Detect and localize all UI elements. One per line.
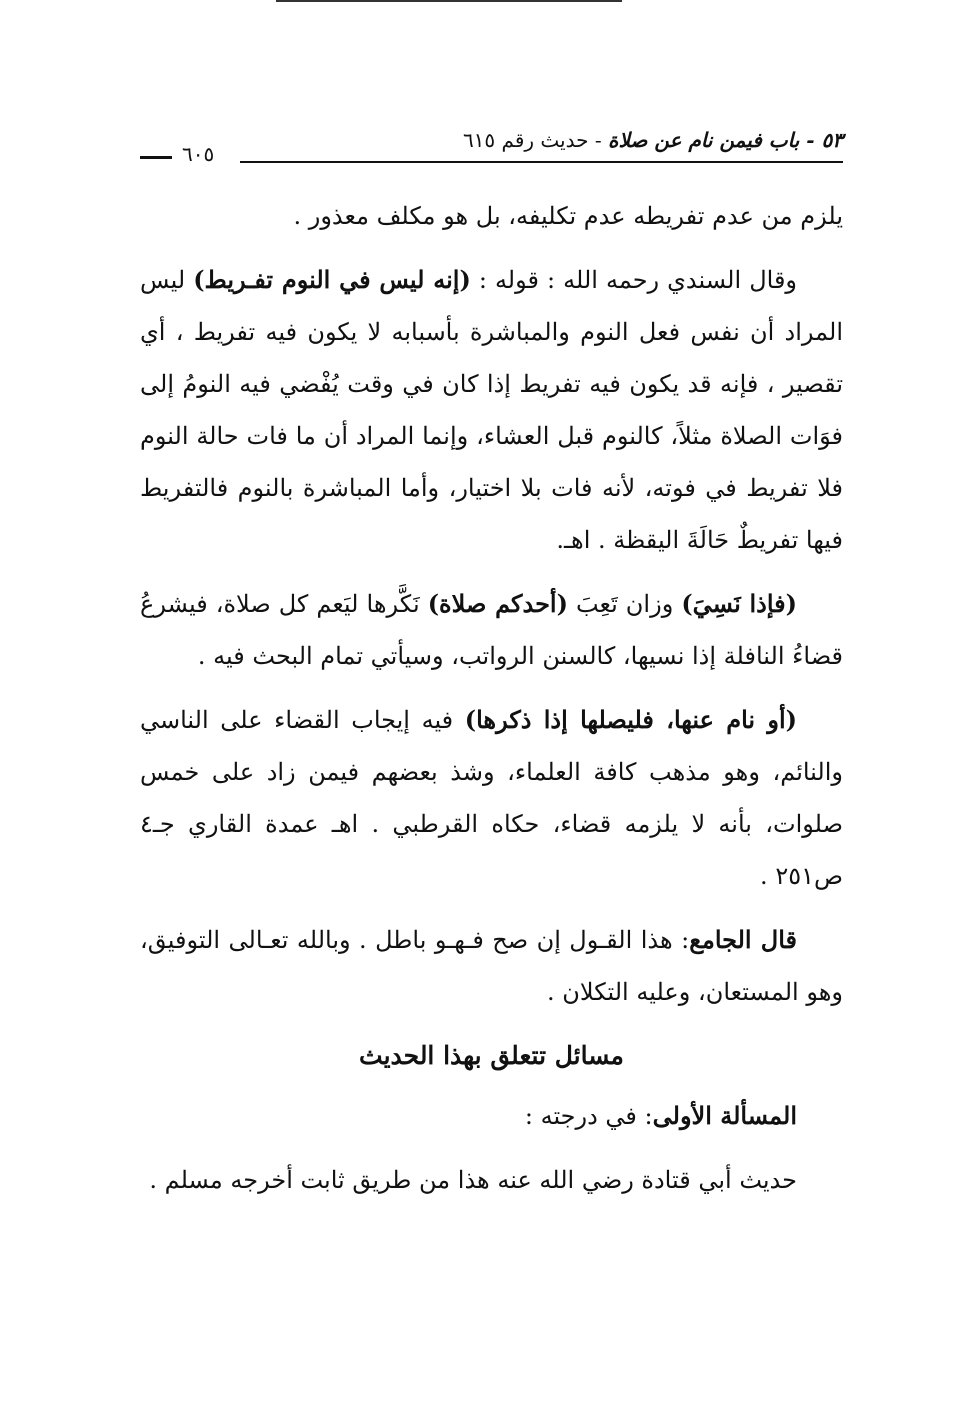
top-rule bbox=[276, 0, 622, 2]
quoted-hadith-text: (أو نام عنها، فليصلها إذا ذكرها) bbox=[464, 705, 797, 734]
text-segment: نَكَّرها ليَعم كل صلاة، فيشرعُ قضاءُ النافلة إذا نسيها، كالسنن الرواتب، وسيأتي تمام البحث فيه . bbox=[140, 590, 843, 670]
quoted-hadith-text: (أحدكم صلاة) bbox=[427, 589, 568, 618]
quoted-hadith-text: (فإذا نَسِيَ) bbox=[681, 589, 798, 618]
text-segment: يلزم من عدم تفريطه عدم تكليفه، بل هو مكلف معذور . bbox=[293, 202, 843, 230]
issue-text: : في درجته : bbox=[524, 1102, 653, 1130]
page-body bbox=[140, 190, 843, 1218]
issue-label: المسألة الأولى bbox=[652, 1101, 797, 1130]
author-label: قال الجامع bbox=[689, 925, 797, 954]
page-number: ٦٠٥ bbox=[182, 142, 215, 166]
page-header bbox=[140, 128, 843, 166]
text-segment: ليس المراد أن نفس فعل النوم والمباشرة بأسبابه لا يكون فيه تفريط ، أي تقصير ، فإنه قد يكون فيه تفريط إذا كان في وقت يُفْضي فيه النومُ إلى فوَات الصلاة مثلاً، كالنوم قبل العشاء، وإنما المراد أن ما فات حالة النوم فلا تفريط في فوته، لأنه فات بلا اختيار، وأما المباشرة بالنوم فالتفريط فيها تفريطٌ حَالَةَ اليقظة . اهـ. bbox=[140, 266, 843, 554]
paragraph-4 bbox=[140, 694, 843, 902]
text-segment: وقال السندي رحمه الله : قوله : bbox=[470, 266, 797, 294]
section-heading: مسائل تتعلق بهذا الحديث bbox=[359, 1041, 624, 1070]
chapter-title: ٥٣ - باب فيمن نام عن صلاة bbox=[607, 128, 843, 152]
header-rule bbox=[240, 161, 843, 163]
paragraph-3 bbox=[140, 578, 843, 682]
paragraph-1 bbox=[140, 190, 843, 242]
text-segment: : هذا القـول إن صح فـهـو باطل . وبالله تعـالى التوفيق، وهو المستعان، وعليه التكلان . bbox=[140, 926, 843, 1006]
hadith-reference: - حديث رقم ٦١٥ bbox=[462, 128, 608, 152]
paragraph-5 bbox=[140, 914, 843, 1018]
page-number-dash bbox=[140, 156, 172, 159]
final-paragraph: حديث أبي قتادة رضي الله عنه هذا من طريق ثابت أخرجه مسلم . bbox=[149, 1166, 797, 1194]
paragraph-2 bbox=[140, 254, 843, 566]
text-segment: وزان تَعِبَ bbox=[567, 590, 682, 618]
text-segment: فيه إيجاب القضاء على الناسي والنائم، وهو مذهب كافة العلماء، وشذ بعضهم فيمن زاد على خمس صلوات، بأنه لا يلزمه قضاء، حكاه القرطبي . اهـ عمدة القاري جـ٤ ص٢٥١ . bbox=[140, 706, 843, 890]
quoted-hadith-text: (إنه ليس في النوم تفـريط) bbox=[193, 265, 471, 294]
issue-heading bbox=[140, 1090, 843, 1142]
running-title bbox=[463, 128, 843, 152]
